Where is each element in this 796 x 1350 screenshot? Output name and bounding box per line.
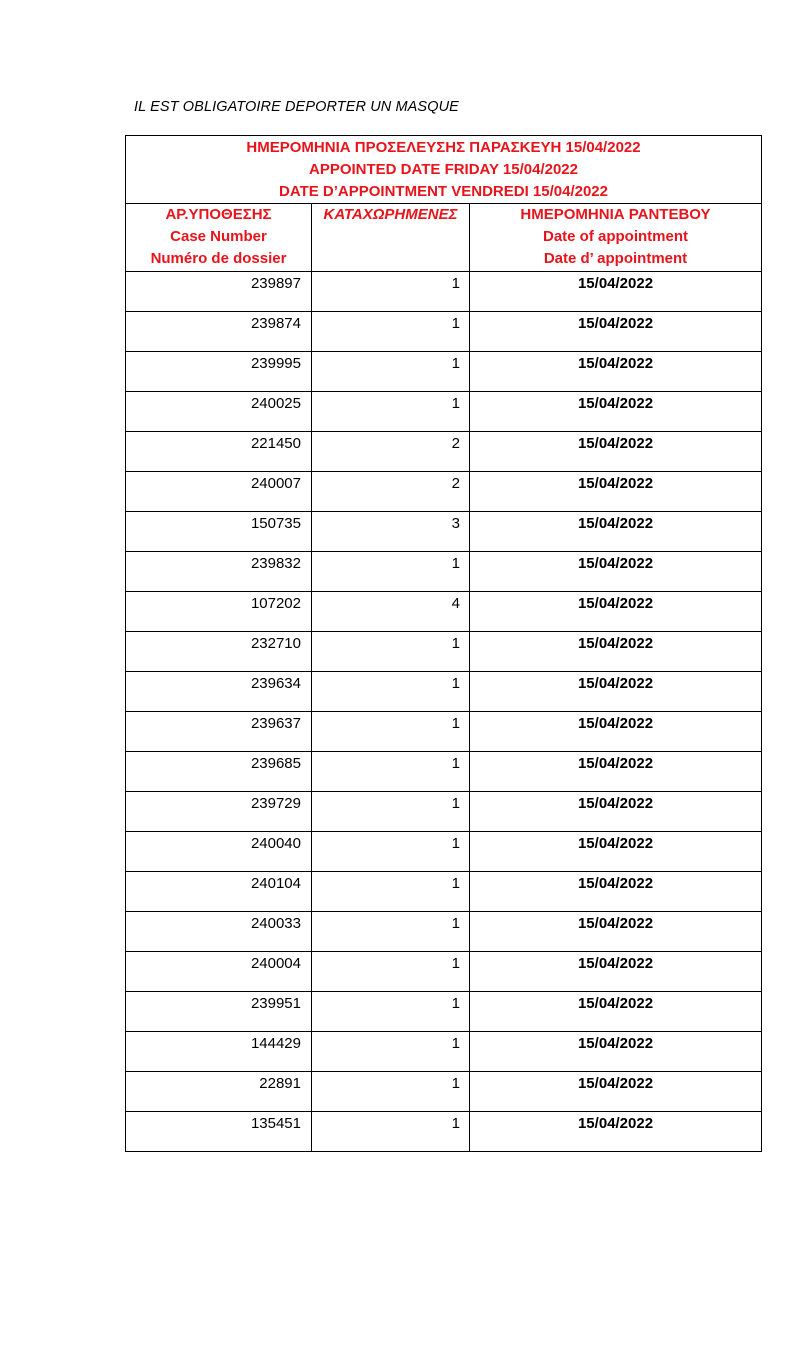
case-number-cell: 239729 — [126, 792, 312, 832]
case-number-cell: 22891 — [126, 1072, 312, 1112]
registered-count-cell: 1 — [312, 752, 470, 792]
registered-count-cell: 1 — [312, 872, 470, 912]
appointment-date-cell: 15/04/2022 — [470, 592, 762, 632]
banner-greek: ΗΜΕΡΟΜΗΝΙΑ ΠΡΟΣΕΛΕΥΣΗΣ ΠΑΡΑΣΚΕΥΗ 15/04/2022 — [246, 138, 641, 156]
registered-count-cell: 3 — [312, 512, 470, 552]
case-number-cell: 239951 — [126, 992, 312, 1032]
appointment-date-cell: 15/04/2022 — [470, 552, 762, 592]
registered-count-cell: 1 — [312, 992, 470, 1032]
table-row — [126, 1112, 762, 1152]
header-row — [126, 204, 762, 272]
registered-count-cell: 1 — [312, 912, 470, 952]
table-row — [126, 392, 762, 432]
case-number-cell: 239685 — [126, 752, 312, 792]
date-banner-row — [126, 136, 762, 204]
registered-count-cell: 1 — [312, 1072, 470, 1112]
registered-count-cell: 1 — [312, 632, 470, 672]
table-row — [126, 352, 762, 392]
registered-count-cell: 1 — [312, 552, 470, 592]
case-number-cell: 240040 — [126, 832, 312, 872]
table-row — [126, 1072, 762, 1112]
table-row — [126, 472, 762, 512]
appointment-date-cell: 15/04/2022 — [470, 432, 762, 472]
case-number-cell: 135451 — [126, 1112, 312, 1152]
registered-count-cell: 1 — [312, 312, 470, 352]
registered-count-cell: 2 — [312, 472, 470, 512]
banner-french: DATE D’APPOINTMENT VENDREDI 15/04/2022 — [279, 182, 608, 200]
table-row — [126, 992, 762, 1032]
case-number-cell: 239995 — [126, 352, 312, 392]
header-case-number — [126, 204, 312, 272]
appointment-date-cell: 15/04/2022 — [470, 832, 762, 872]
registered-count-cell: 1 — [312, 952, 470, 992]
registered-count-cell: 4 — [312, 592, 470, 632]
table-row — [126, 592, 762, 632]
case-number-cell: 240025 — [126, 392, 312, 432]
table-row — [126, 952, 762, 992]
registered-count-cell: 1 — [312, 712, 470, 752]
appointment-date-cell: 15/04/2022 — [470, 752, 762, 792]
header-date-french: Date d’ appointment — [543, 250, 688, 267]
case-number-cell: 221450 — [126, 432, 312, 472]
case-number-cell: 240007 — [126, 472, 312, 512]
registered-count-cell: 1 — [312, 392, 470, 432]
appointment-date-cell: 15/04/2022 — [470, 992, 762, 1032]
appointment-date-cell: 15/04/2022 — [470, 1112, 762, 1152]
table-row — [126, 752, 762, 792]
appointment-date-cell: 15/04/2022 — [470, 352, 762, 392]
table-row — [126, 432, 762, 472]
table-row — [126, 1032, 762, 1072]
case-number-cell: 144429 — [126, 1032, 312, 1072]
table-row — [126, 512, 762, 552]
header-case-french: Numéro de dossier — [150, 250, 287, 267]
case-number-cell: 107202 — [126, 592, 312, 632]
appointment-date-cell: 15/04/2022 — [470, 512, 762, 552]
table-row — [126, 312, 762, 352]
registered-count-cell: 1 — [312, 352, 470, 392]
appointment-date-cell: 15/04/2022 — [470, 392, 762, 432]
table-row — [126, 552, 762, 592]
header-registered — [312, 204, 470, 272]
header-appointment-date — [470, 204, 762, 272]
table-row — [126, 632, 762, 672]
case-number-cell: 232710 — [126, 632, 312, 672]
appointment-table — [125, 135, 762, 1152]
header-registered-label: ΚΑΤΑΧΩΡΗΜΕΝΕΣ — [323, 206, 458, 223]
appointment-date-cell: 15/04/2022 — [470, 632, 762, 672]
registered-count-cell: 1 — [312, 1112, 470, 1152]
appointment-date-cell: 15/04/2022 — [470, 1072, 762, 1112]
case-number-cell: 239897 — [126, 272, 312, 312]
appointment-date-cell: 15/04/2022 — [470, 792, 762, 832]
table-row — [126, 832, 762, 872]
header-date-greek: ΗΜΕΡΟΜΗΝΙΑ ΡΑΝΤΕΒΟΥ — [520, 206, 711, 223]
registered-count-cell: 1 — [312, 832, 470, 872]
case-number-cell: 239634 — [126, 672, 312, 712]
case-number-cell: 240104 — [126, 872, 312, 912]
appointment-date-cell: 15/04/2022 — [470, 912, 762, 952]
case-number-cell: 239637 — [126, 712, 312, 752]
appointment-date-cell: 15/04/2022 — [470, 872, 762, 912]
banner-english: APPOINTED DATE FRIDAY 15/04/2022 — [309, 160, 578, 178]
case-number-cell: 240033 — [126, 912, 312, 952]
appointment-date-cell: 15/04/2022 — [470, 472, 762, 512]
header-date-english: Date of appointment — [543, 228, 688, 245]
case-number-cell: 150735 — [126, 512, 312, 552]
date-banner — [126, 136, 762, 204]
mask-notice: IL EST OBLIGATOIRE DEPORTER UN MASQUE — [134, 99, 459, 115]
table-row — [126, 872, 762, 912]
header-case-english: Case Number — [170, 228, 267, 245]
appointment-date-cell: 15/04/2022 — [470, 1032, 762, 1072]
header-case-greek: ΑΡ.ΥΠΟΘΕΣΗΣ — [165, 206, 272, 223]
case-number-cell: 240004 — [126, 952, 312, 992]
table-row — [126, 272, 762, 312]
case-number-cell: 239874 — [126, 312, 312, 352]
registered-count-cell: 1 — [312, 1032, 470, 1072]
table-row — [126, 672, 762, 712]
appointment-date-cell: 15/04/2022 — [470, 712, 762, 752]
appointment-date-cell: 15/04/2022 — [470, 952, 762, 992]
registered-count-cell: 2 — [312, 432, 470, 472]
appointment-date-cell: 15/04/2022 — [470, 672, 762, 712]
case-number-cell: 239832 — [126, 552, 312, 592]
registered-count-cell: 1 — [312, 272, 470, 312]
table-row — [126, 792, 762, 832]
table-row — [126, 912, 762, 952]
appointment-date-cell: 15/04/2022 — [470, 312, 762, 352]
appointment-date-cell: 15/04/2022 — [470, 272, 762, 312]
registered-count-cell: 1 — [312, 672, 470, 712]
table-row — [126, 712, 762, 752]
registered-count-cell: 1 — [312, 792, 470, 832]
